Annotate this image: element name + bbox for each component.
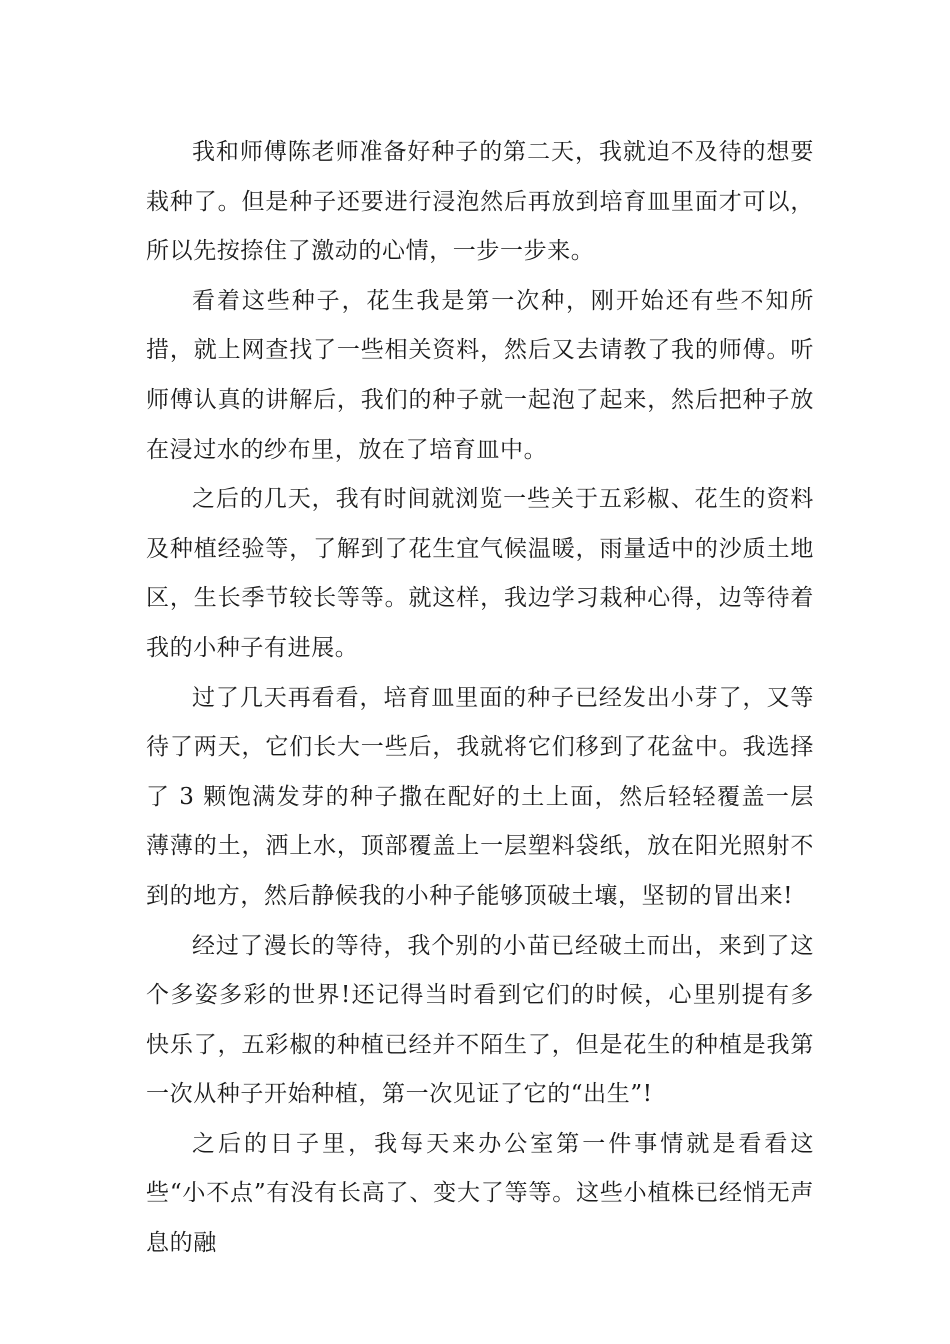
- paragraph-2: 看着这些种子，花生我是第一次种，刚开始还有些不知所措，就上网查找了一些相关资料，然后又去请教了我的师傅。听师傅认真的讲解后，我们的种子就一起泡了起来，然后把种子放在浸过水的纱布里，放在了培育皿中。: [146, 287, 814, 463]
- document-body: [146, 128, 814, 1269]
- paragraph-6: 之后的日子里，我每天来办公室第一件事情就是看看这些“小不点”有没有长高了、变大了等等。这些小植株已经悄无声息的融: [146, 1130, 814, 1257]
- paragraph-5: 经过了漫长的等待，我个别的小苗已经破土而出，来到了这个多姿多彩的世界!还记得当时看到它们的时候，心里别提有多快乐了，五彩椒的种植已经并不陌生了，但是花生的种植是我第一次从种子开始种植，第一次见证了它的“出生”!: [146, 932, 814, 1108]
- paragraph-3: 之后的几天，我有时间就浏览一些关于五彩椒、花生的资料及种植经验等，了解到了花生宜气候温暖，雨量适中的沙质土地区，生长季节较长等等。就这样，我边学习栽种心得，边等待着我的小种子有进展。: [146, 486, 814, 661]
- paragraph-1: 我和师傅陈老师准备好种子的第二天，我就迫不及待的想要栽种了。但是种子还要进行浸泡然后再放到培育皿里面才可以，所以先按捺住了激动的心情，一步一步来。: [146, 139, 814, 265]
- paragraph-4: 过了几天再看看，培育皿里面的种子已经发出小芽了，又等待了两天，它们长大一些后，我就将它们移到了花盆中。我选择了 3 颗饱满发芽的种子撒在配好的土上面，然后轻轻覆盖一层薄薄的土，洒上水，顶部覆盖上一层塑料袋纸，放在阳光照射不到的地方，然后静候我的小种子能够顶破土壤，坚韧的冒出来!: [146, 684, 814, 909]
